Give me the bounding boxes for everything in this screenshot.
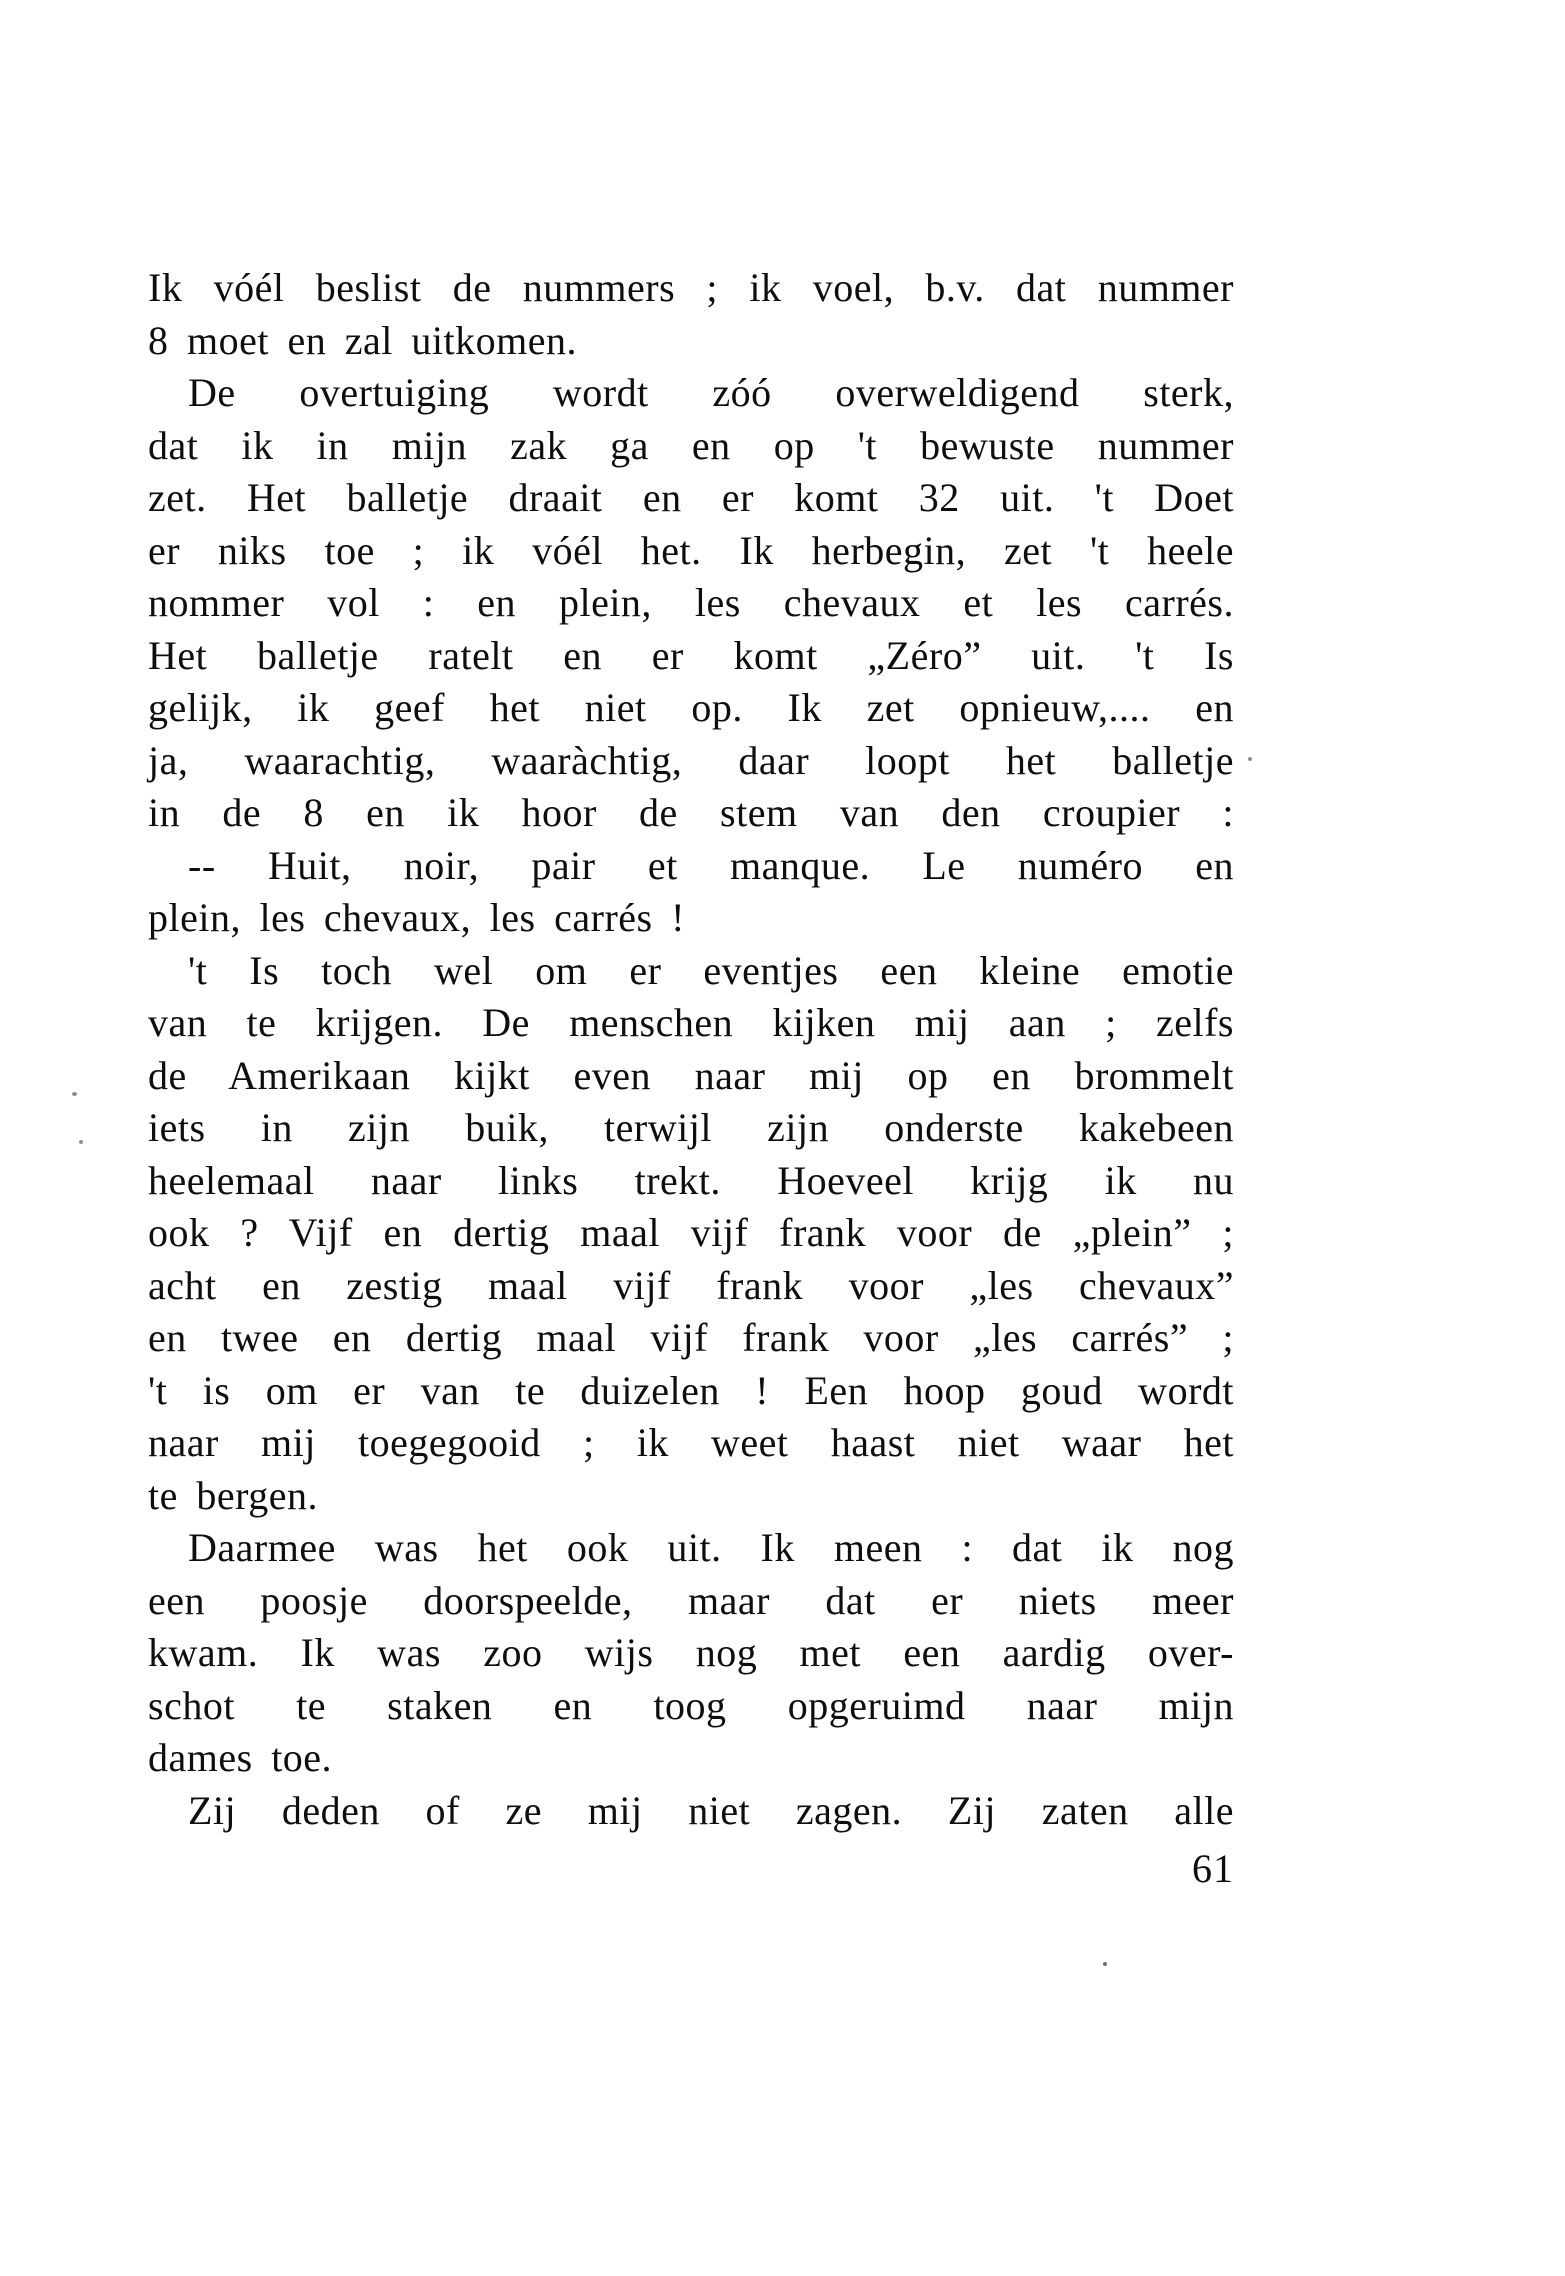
text-line: 8 moet en zal uitkomen.	[148, 317, 577, 363]
text-line: nommer vol : en plein, les chevaux et les carrés.	[148, 580, 1234, 625]
text-line: zet. Het balletje draait en er komt 32 uit. 't Doet	[148, 475, 1234, 520]
scan-speck	[72, 1092, 77, 1096]
text-line: dat ik in mijn zak ga en op 't bewuste nummer	[148, 422, 1234, 468]
text-line: acht en zestig maal vijf frank voor „les chevaux”	[148, 1262, 1234, 1308]
text-line: heelemaal naar links trekt. Hoeveel krijg ik nu	[148, 1157, 1234, 1203]
text-line: 't Is toch wel om er eventjes een kleine emotie	[188, 947, 1234, 993]
text-line: Het balletje ratelt en er komt „Zéro” uit. 't Is	[148, 632, 1234, 678]
text-line: te bergen.	[148, 1472, 318, 1518]
text-line: 't is om er van te duizelen ! Een hoop goud wordt	[148, 1367, 1234, 1413]
scan-speck	[1248, 757, 1252, 761]
text-line: er niks toe ; ik vóél het. Ik herbegin, zet 't heele	[148, 527, 1234, 573]
page-number: 61	[1192, 1846, 1234, 1891]
text-line: -- Huit, noir, pair et manque. Le numéro en	[188, 842, 1234, 888]
text-line: gelijk, ik geef het niet op. Ik zet opnieuw,.... en	[148, 685, 1234, 730]
scan-speck	[1103, 1962, 1107, 1966]
text-line: van te krijgen. De menschen kijken mij aan ; zelfs	[148, 1000, 1234, 1045]
text-line: ook ? Vijf en dertig maal vijf frank voor de „plein” ;	[148, 1210, 1234, 1255]
text-line: de Amerikaan kijkt even naar mij op en brommelt	[148, 1052, 1234, 1098]
text-line: in de 8 en ik hoor de stem van den croupier :	[148, 790, 1234, 835]
text-line: en twee en dertig maal vijf frank voor „les carrés” ;	[148, 1315, 1234, 1360]
text-line: schot te staken en toog opgeruimd naar mijn	[148, 1682, 1234, 1728]
text-line: Daarmee was het ook uit. Ik meen : dat ik nog	[188, 1525, 1234, 1570]
scan-speck	[79, 1140, 83, 1144]
text-line: De overtuiging wordt zóó overweldigend sterk,	[188, 370, 1234, 415]
text-block	[148, 262, 1234, 1837]
text-line: naar mij toegegooid ; ik weet haast niet waar het	[148, 1420, 1234, 1465]
text-line: een poosje doorspeelde, maar dat er niets meer	[148, 1577, 1234, 1623]
text-line: iets in zijn buik, terwijl zijn onderste kakebeen	[148, 1105, 1234, 1150]
text-line: Ik vóél beslist de nummers ; ik voel, b.v. dat nummer	[148, 265, 1234, 310]
text-line: plein, les chevaux, les carrés !	[148, 895, 685, 940]
text-line: kwam. Ik was zoo wijs nog met een aardig over-	[148, 1630, 1234, 1675]
text-line: Zij deden of ze mij niet zagen. Zij zaten alle	[188, 1787, 1234, 1833]
text-line: dames toe.	[148, 1735, 333, 1780]
text-line: ja, waarachtig, waaràchtig, daar loopt het balletje	[148, 737, 1234, 783]
